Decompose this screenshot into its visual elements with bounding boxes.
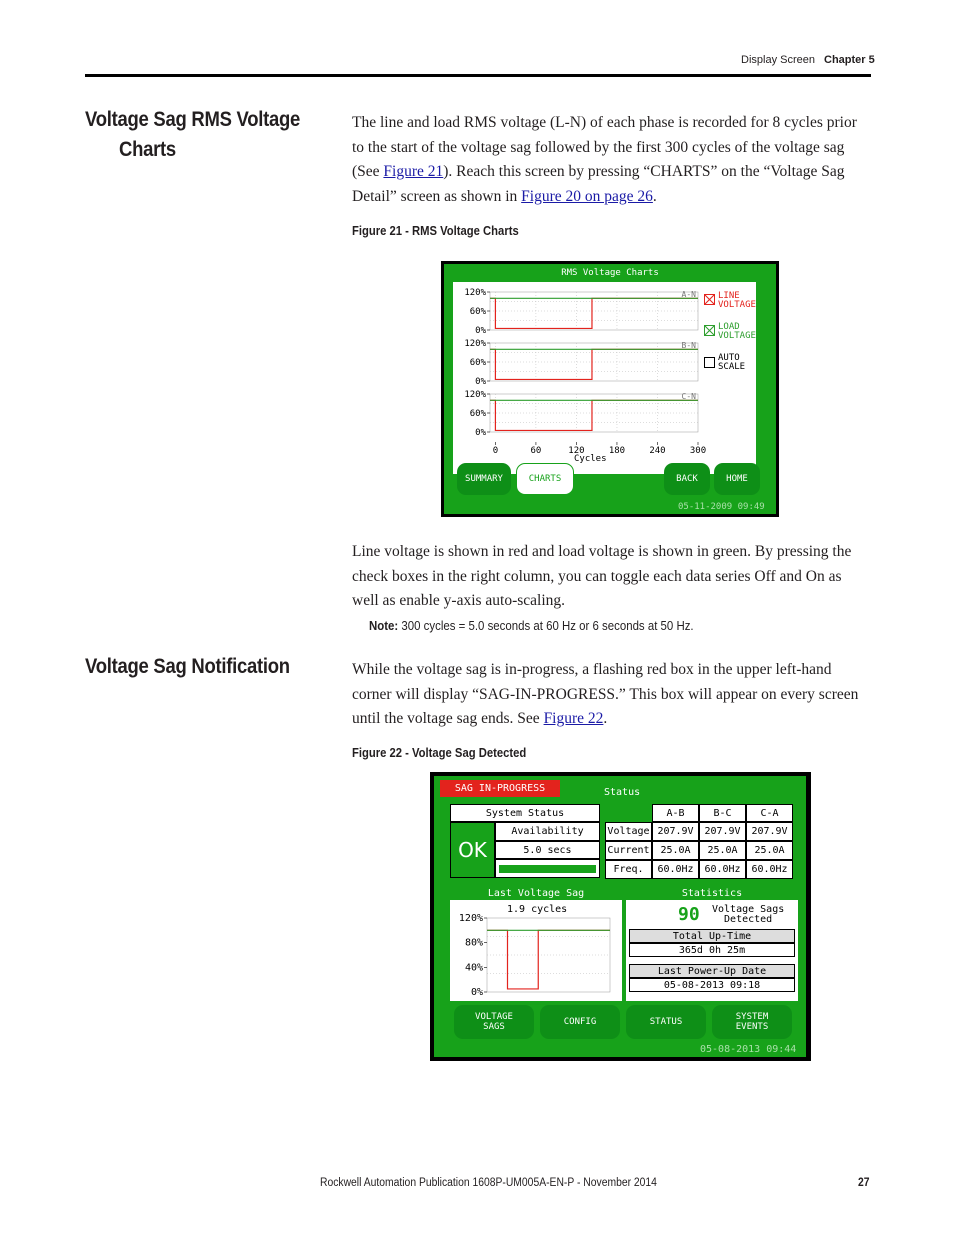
paragraph-line: The line and load RMS voltage (L-N) of each phase is recorded for 8 cycles prior [352, 114, 857, 131]
timestamp: 05-08-2013 09:44 [700, 1044, 797, 1055]
table-cell: 25.0A [699, 841, 746, 860]
figure-22-voltage-sag-detected [430, 772, 811, 1061]
table-row-label: Voltage [605, 822, 652, 841]
home-button[interactable]: HOME [714, 463, 760, 495]
table-col-header: C-A [746, 804, 793, 822]
y-tick-label: 60% [469, 409, 486, 419]
system-events-button[interactable]: SYSTEM EVENTS [712, 1005, 792, 1039]
line-voltage-checkbox[interactable] [704, 294, 715, 305]
page-number: 27 [858, 1177, 870, 1189]
uptime-value: 365d 0h 25m [629, 943, 795, 957]
statistics-panel [626, 887, 798, 1001]
auto-scale-label: AUTO SCALE [718, 353, 746, 372]
table-cell: 25.0A [652, 841, 699, 860]
charts-button[interactable]: CHARTS [516, 463, 574, 495]
rms-charts-svg [453, 282, 756, 474]
x-tick-label: 60 [530, 446, 542, 456]
paragraph-sag-notification [352, 658, 872, 732]
table-cell: 60.0Hz [652, 860, 699, 879]
section-heading-sag-notification: Voltage Sag Notification [85, 655, 290, 678]
figure-21-caption: Figure 21 - RMS Voltage Charts [352, 224, 519, 238]
timestamp: 05-11-2009 09:49 [678, 502, 765, 512]
status-title: Status [604, 787, 641, 798]
screen-title: RMS Voltage Charts [561, 268, 659, 278]
y-tick-label: 120% [464, 390, 486, 400]
table-col-header: A-B [652, 804, 699, 822]
last-sag-cycles: 1.9 cycles [507, 904, 568, 915]
section-heading-rms-charts-line1: Voltage Sag RMS Voltage [85, 108, 301, 131]
y-tick-label: 80% [464, 937, 483, 949]
paragraph-rms-charts [352, 111, 872, 209]
y-tick-label: 0% [475, 428, 486, 438]
paragraph-line: well as enable y-axis auto-scaling. [352, 592, 566, 609]
y-tick-label: 60% [469, 358, 486, 368]
y-tick-label: 60% [469, 307, 486, 317]
last-sag-panel [450, 887, 622, 1001]
table-col-header: B-C [699, 804, 746, 822]
plot-frame [490, 292, 698, 330]
line-voltage-series [490, 400, 698, 430]
sag-in-progress-banner: SAG IN-PROGRESS [440, 780, 560, 797]
note: Note: 300 cycles = 5.0 seconds at 60 Hz or 6 seconds at 50 Hz. [369, 618, 694, 633]
table-cell: 60.0Hz [746, 860, 793, 879]
paragraph-line: Line voltage is shown in red and load voltage is shown in green. By pressing the [352, 543, 852, 560]
summary-button[interactable]: SUMMARY [457, 463, 511, 495]
powerup-label: Last Power-Up Date [629, 964, 795, 978]
paragraph-line: to the start of the voltage sag followed by the first 300 cycles of the voltage sag [352, 138, 845, 156]
paragraph-line: (See Figure 21). Reach this screen by pressing “CHARTS” on the “Voltage Sag [352, 163, 845, 180]
paragraph-line: While the voltage sag is in-progress, a flashing red box in the upper left-hand [352, 661, 832, 678]
load-voltage-checkbox[interactable] [704, 325, 715, 336]
uptime-label: Total Up-Time [629, 929, 795, 943]
link-figure-20[interactable]: Figure 20 on page 26 [521, 187, 653, 205]
figure-22-caption: Figure 22 - Voltage Sag Detected [352, 746, 527, 760]
availability-label: Availability [495, 822, 600, 841]
table-row-label: Freq. [605, 860, 652, 879]
table-corner [605, 804, 652, 822]
paragraph-line-load-colors [352, 540, 872, 614]
y-tick-label: 120% [464, 288, 486, 298]
table-row-label: Current [605, 841, 652, 860]
paragraph-line: Detail” screen as shown in Figure 20 on page 26. [352, 187, 657, 205]
link-figure-21[interactable]: Figure 21 [383, 163, 444, 180]
running-header-section: Display Screen [741, 54, 815, 66]
link-figure-22[interactable]: Figure 22 [543, 710, 604, 727]
powerup-value: 05-08-2013 09:18 [629, 978, 795, 992]
y-tick-label: 0% [470, 987, 483, 998]
last-sag-title: Last Voltage Sag [450, 887, 622, 900]
statistics-title: Statistics [626, 887, 798, 900]
line-voltage-series [490, 298, 698, 328]
x-tick-label: 180 [608, 446, 626, 456]
plot-frame [490, 394, 698, 432]
paragraph-line: until the voltage sag ends. See Figure 22. [352, 710, 608, 727]
phase-label: B-N [681, 341, 696, 350]
y-tick-label: 120% [464, 339, 486, 349]
auto-scale-checkbox[interactable] [704, 357, 715, 368]
table-cell: 207.9V [699, 822, 746, 841]
line-series [487, 930, 610, 989]
figure-21-rms-voltage-charts [441, 261, 779, 517]
paragraph-line: corner will display “SAG-IN-PROGRESS.” This box will appear on every screen [352, 685, 859, 703]
x-axis-label: Cycles [574, 454, 607, 464]
sags-detected-label: Voltage Sags Detected [712, 904, 785, 925]
voltage-sags-button[interactable]: VOLTAGE SAGS [454, 1005, 534, 1039]
line-voltage-label: LINE VOLTAGE [718, 291, 756, 310]
ok-indicator: OK [450, 822, 495, 878]
table-cell: 60.0Hz [699, 860, 746, 879]
paragraph-line: check boxes in the right column, you can toggle each data series Off and On as [352, 567, 842, 585]
status-panel [450, 802, 798, 882]
x-tick-label: 0 [492, 446, 499, 456]
sag-count: 90 [678, 904, 700, 925]
y-tick-label: 40% [464, 962, 483, 974]
table-cell: 207.9V [652, 822, 699, 841]
system-status-header: System Status [450, 804, 600, 822]
x-tick-label: 120 [568, 446, 585, 456]
status-button[interactable]: STATUS [626, 1005, 706, 1039]
section-heading-rms-charts-line2: Charts [119, 138, 176, 161]
y-tick-label: 120% [458, 913, 483, 924]
availability-value: 5.0 secs [495, 841, 600, 859]
table-cell: 25.0A [746, 841, 793, 860]
y-tick-label: 0% [475, 326, 486, 336]
last-sag-chart [450, 900, 622, 1001]
chart-panel [453, 282, 756, 474]
x-tick-label: 300 [689, 446, 707, 456]
footer-publication: Rockwell Automation Publication 1608P-UM005A-EN-P - November 2014 [320, 1177, 657, 1189]
y-tick-label: 0% [475, 377, 486, 387]
phase-label: A-N [681, 290, 696, 299]
running-header-chapter: Chapter 5 [824, 54, 875, 66]
progress-fill [499, 865, 596, 873]
availability-progress [495, 859, 600, 878]
table-cell: 207.9V [746, 822, 793, 841]
phase-label: C-N [681, 392, 696, 401]
line-voltage-series [490, 349, 698, 379]
config-button[interactable]: CONFIG [540, 1005, 620, 1039]
back-button[interactable]: BACK [664, 463, 710, 495]
header-rule [85, 74, 871, 77]
plot-frame [490, 343, 698, 381]
load-voltage-label: LOAD VOLTAGE [718, 322, 756, 341]
x-tick-label: 240 [649, 446, 666, 456]
